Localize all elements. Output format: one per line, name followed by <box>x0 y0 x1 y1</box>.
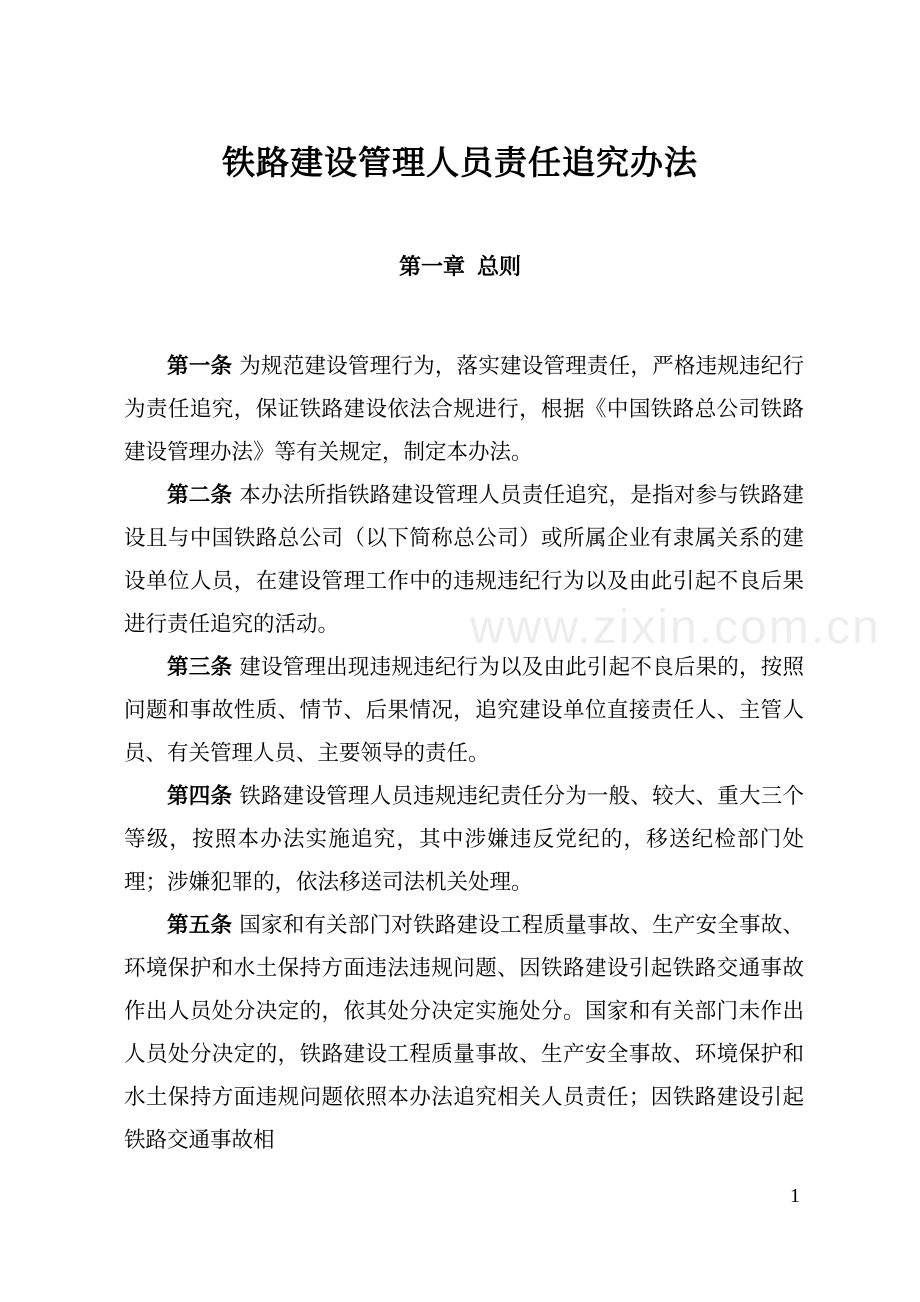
article-paragraph <box>124 904 804 1162</box>
article-text: 铁路建设管理人员违规违纪责任分为一般、较大、重大三个等级，按照本办法实施追究，其中涉嫌违反党纪的，移送纪检部门处理；涉嫌犯罪的，依法移送司法机关处理。 <box>124 784 804 895</box>
article-text: 建设管理出现违规违纪行为以及由此引起不良后果的，按照问题和事故性质、情节、后果情况，追究建设单位直接责任人、主管人员、有关管理人员、主要领导的责任。 <box>124 655 804 766</box>
page-number: 1 <box>790 1185 800 1207</box>
article-paragraph <box>124 646 804 775</box>
document-title: 铁路建设管理人员责任追究办法 <box>222 143 698 182</box>
article-text: 为规范建设管理行为，落实建设管理责任，严格违规违纪行为责任追究，保证铁路建设依法合规进行，根据《中国铁路总公司铁路建设管理办法》等有关规定，制定本办法。 <box>124 354 804 465</box>
chapter-heading <box>0 250 920 286</box>
article-text: 本办法所指铁路建设管理人员责任追究，是指对参与铁路建设且与中国铁路总公司（以下简称总公司）或所属企业有隶属关系的建设单位人员，在建设管理工作中的违规违纪行为以及由此引起不良后果进行责任追究的活动。 <box>124 483 804 637</box>
article-label: 第三条 <box>167 655 233 680</box>
article-label: 第四条 <box>167 784 233 809</box>
article-paragraph <box>124 775 804 904</box>
watermark: www.zixin.com.cn <box>470 601 881 654</box>
document-body <box>124 345 804 1162</box>
article-label: 第二条 <box>167 483 233 508</box>
article-label: 第一条 <box>167 354 233 379</box>
article-text: 国家和有关部门对铁路建设工程质量事故、生产安全事故、环境保护和水土保持方面违法违规问题、因铁路建设引起铁路交通事故作出人员处分决定的，依其处分决定实施处分。国家和有关部门未作出人员处分决定的，铁路建设工程质量事故、生产安全事故、环境保护和水土保持方面违规问题依照本办法追究相关人员责任；因铁路建设引起铁路交通事故相 <box>124 913 804 1153</box>
chapter-name: 总则 <box>477 255 522 280</box>
article-label: 第五条 <box>167 913 233 938</box>
chapter-number: 第一章 <box>398 255 465 280</box>
article-paragraph <box>124 345 804 474</box>
